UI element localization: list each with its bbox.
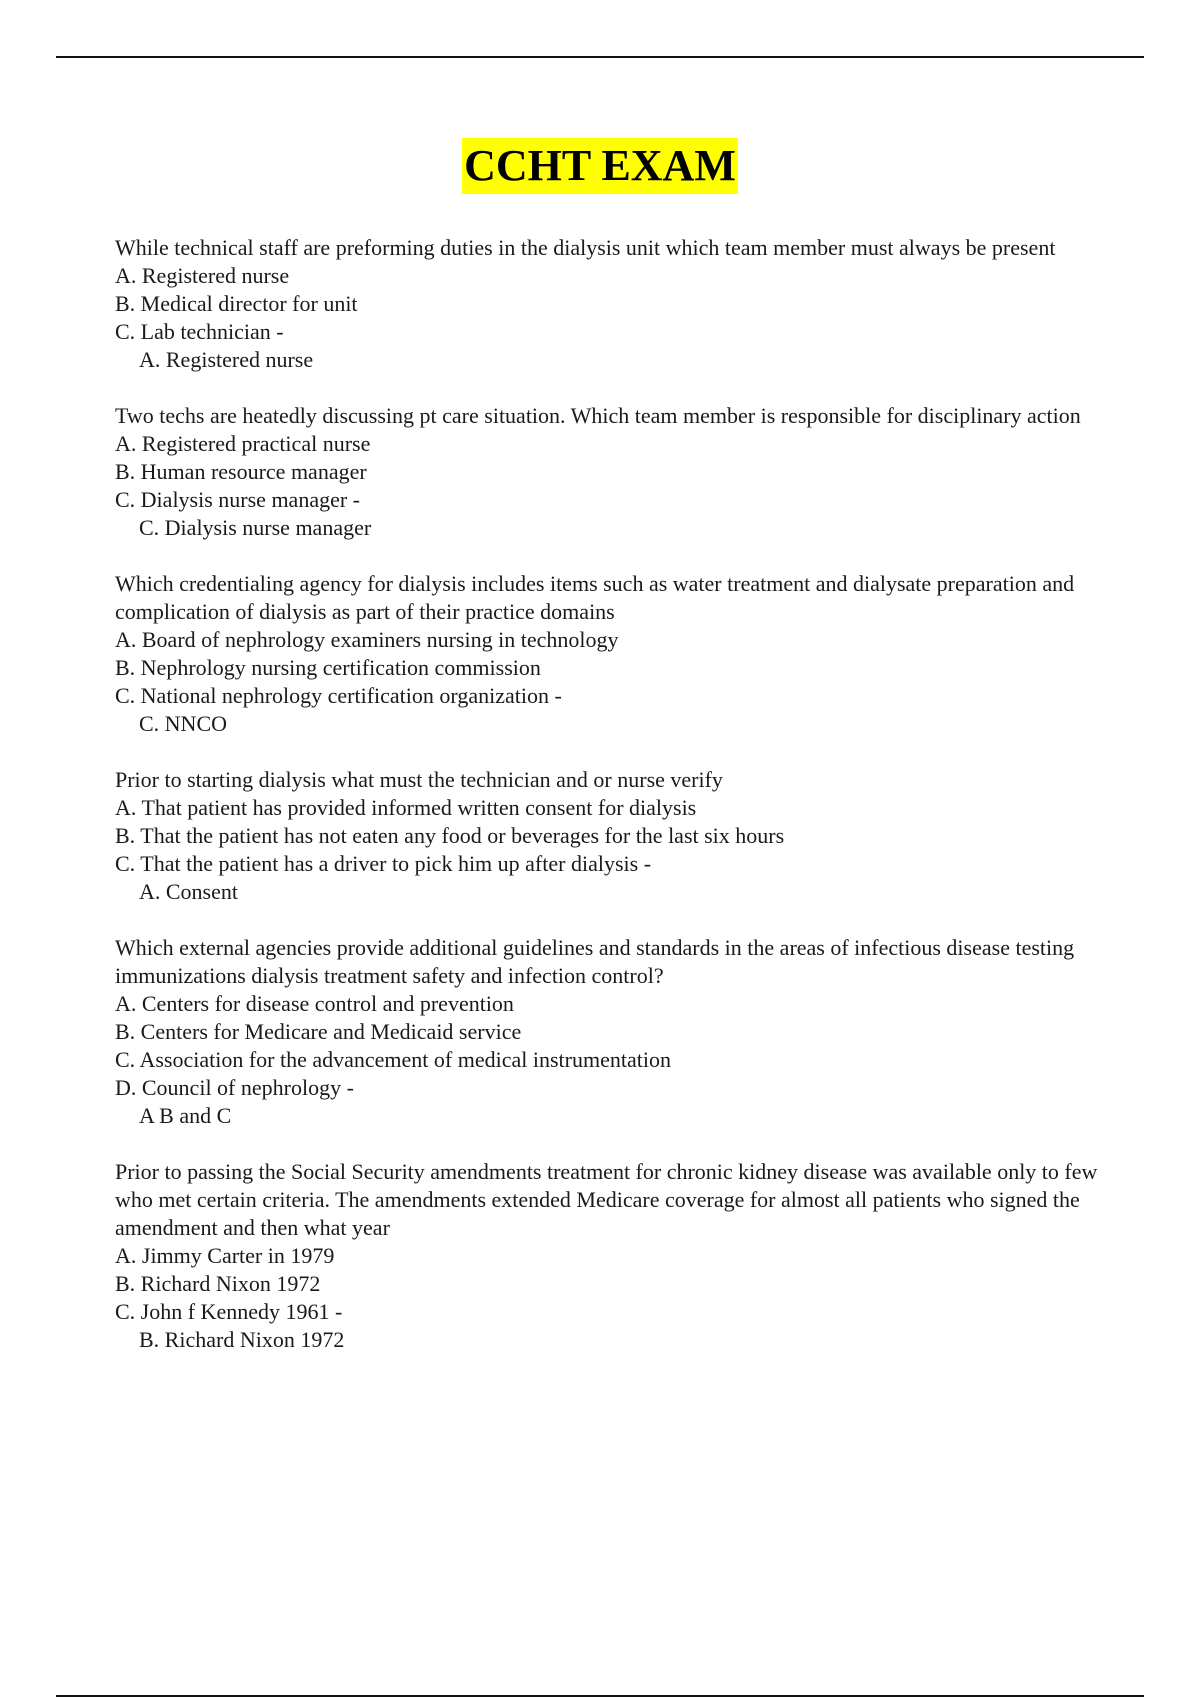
- top-rule: [56, 56, 1144, 58]
- answer: B. Richard Nixon 1972: [139, 1327, 345, 1352]
- question-text: Which credentialing agency for dialysis includes items such as water treatment and dialysate preparation and complication of dialysis as part of their practice domains: [115, 571, 1075, 624]
- option-c: C. John f Kennedy 1961 -: [115, 1299, 343, 1324]
- answer: A. Registered nurse: [139, 347, 314, 372]
- question-list: [115, 234, 1115, 1382]
- option-a: A. Centers for disease control and prevention: [115, 991, 514, 1016]
- question-2: [115, 402, 1115, 542]
- question-1: [115, 234, 1115, 374]
- answer: C. NNCO: [139, 711, 228, 736]
- question-text: Prior to starting dialysis what must the technician and or nurse verify: [115, 767, 723, 792]
- option-a: A. Registered practical nurse: [115, 431, 371, 456]
- question-4: [115, 766, 1115, 906]
- question-6: [115, 1158, 1115, 1354]
- option-b: B. Richard Nixon 1972: [115, 1271, 321, 1296]
- option-b: B. Human resource manager: [115, 459, 367, 484]
- bottom-rule: [56, 1695, 1144, 1697]
- title-block: [0, 138, 1200, 194]
- option-a: A. That patient has provided informed written consent for dialysis: [115, 795, 697, 820]
- option-a: A. Registered nurse: [115, 263, 290, 288]
- option-a: A. Jimmy Carter in 1979: [115, 1243, 335, 1268]
- option-c: C. Dialysis nurse manager -: [115, 487, 360, 512]
- option-b: B. That the patient has not eaten any food or beverages for the last six hours: [115, 823, 785, 848]
- option-c: C. That the patient has a driver to pick him up after dialysis -: [115, 851, 652, 876]
- answer: A B and C: [139, 1103, 232, 1128]
- answer: C. Dialysis nurse manager: [139, 515, 372, 540]
- document-title: CCHT EXAM: [462, 138, 738, 194]
- option-b: B. Nephrology nursing certification commission: [115, 655, 541, 680]
- question-text: Two techs are heatedly discussing pt care situation. Which team member is responsible for disciplinary action: [115, 403, 1081, 428]
- question-text: Prior to passing the Social Security amendments treatment for chronic kidney disease was available only to few who met certain criteria. The amendments extended Medicare coverage for almost all patients who signed the amendment and then what year: [115, 1159, 1098, 1240]
- question-text: While technical staff are preforming duties in the dialysis unit which team member must always be present: [115, 235, 1056, 260]
- option-c: C. Association for the advancement of medical instrumentation: [115, 1047, 671, 1072]
- question-text: Which external agencies provide additional guidelines and standards in the areas of infectious disease testing immunizations dialysis treatment safety and infection control?: [115, 935, 1075, 988]
- question-5: [115, 934, 1115, 1130]
- question-3: [115, 570, 1115, 738]
- option-d: D. Council of nephrology -: [115, 1075, 354, 1100]
- option-b: B. Centers for Medicare and Medicaid service: [115, 1019, 522, 1044]
- option-c: C. Lab technician -: [115, 319, 284, 344]
- answer: A. Consent: [139, 879, 238, 904]
- option-b: B. Medical director for unit: [115, 291, 358, 316]
- option-a: A. Board of nephrology examiners nursing in technology: [115, 627, 619, 652]
- option-c: C. National nephrology certification organization -: [115, 683, 562, 708]
